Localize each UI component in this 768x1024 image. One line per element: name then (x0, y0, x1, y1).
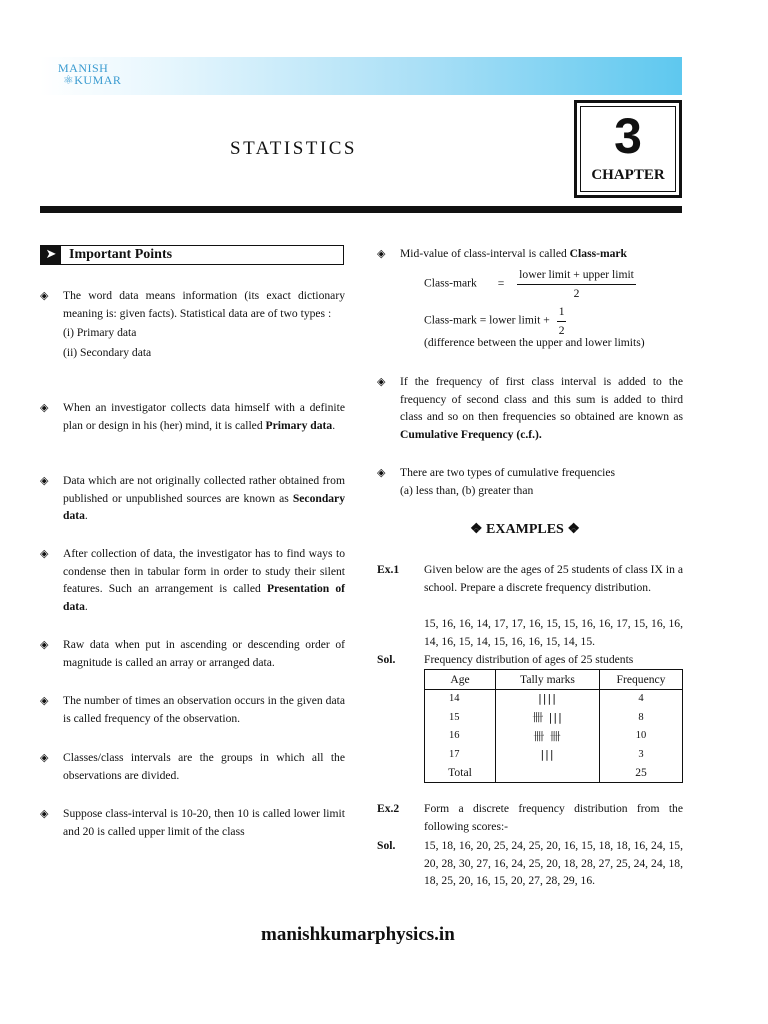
term-cumulative-frequency: Cumulative Frequency (c.f.). (400, 427, 542, 441)
point-text: (a) less than, (b) greater than (400, 483, 534, 497)
example-1-data: 15, 16, 16, 14, 17, 17, 16, 15, 15, 16, 16, 17, 15, 16, 16, 14, 16, 15, 14, 15, 16, 16, 15, 14, 15. (424, 617, 683, 648)
point-text: There are two types of cumulative frequencies (400, 466, 616, 479)
table-header: Frequency (600, 670, 683, 690)
table-cell-frequency: 8 (600, 708, 683, 727)
example-2-label: Ex.2 (377, 802, 400, 815)
fraction-numerator: lower limit + upper limit (517, 266, 636, 285)
point-text-end: . (84, 599, 88, 613)
solution-1-label: Sol. (377, 653, 396, 666)
point-data-types (63, 287, 345, 361)
point-array: Raw data when put in ascending or descending order of magnitude is called an array or arranged data. (63, 638, 345, 669)
diamond-bullet-icon: ◈ (40, 401, 49, 414)
table-total-label: Total (425, 764, 496, 783)
sub-item: (ii) Secondary data (63, 345, 152, 359)
point-text: After collection of data, the investigator has to find ways to condense then in tabular form in order to study their silent features. Such an arrangement is called (63, 547, 345, 595)
chapter-title: STATISTICS (230, 138, 357, 159)
table-cell-tally: 卌 卌 (496, 727, 600, 746)
term-primary-data: Primary data (265, 418, 333, 432)
diamond-bullet-icon: ◈ (40, 751, 49, 764)
table-cell-empty (496, 764, 600, 783)
sub-item: (i) Primary data (63, 326, 137, 339)
header-banner (40, 57, 682, 95)
brand-logo (58, 62, 121, 86)
diamond-bullet-icon: ◈ (40, 807, 49, 820)
table-row (425, 689, 683, 708)
diamond-bullet-icon: ◈ (377, 466, 386, 479)
table-row (425, 745, 683, 764)
formula-lhs: Class-mark (424, 276, 477, 290)
point-text-end: . (84, 509, 88, 522)
term-secondary-data: Secondary data (63, 491, 345, 522)
diamond-bullet-icon: ◈ (40, 474, 49, 487)
point-frequency: The number of times an observation occurs in the given data is called frequency of the observation. (63, 694, 345, 725)
point-limits: Suppose class-interval is 10-20, then 10 is called lower limit and 20 is called upper limit of the class (63, 807, 345, 838)
table-row (425, 708, 683, 727)
fraction-numerator: 1 (557, 303, 567, 322)
example-1-label: Ex.1 (377, 563, 400, 576)
table-cell-frequency: 4 (600, 689, 683, 708)
chapter-number: 3 (614, 108, 642, 164)
term-presentation-of-data: Presentation of data (63, 582, 346, 613)
table-cell-tally: 卌 ||| (496, 708, 600, 727)
point-text: The word data means information (its exact dictionary meaning is: given facts). Statistical data are of two types : (63, 289, 345, 320)
diamond-bullet-icon: ◈ (40, 638, 49, 651)
point-text: Data which are not originally collected rather obtained from published or unpublished sources are known as (63, 474, 345, 505)
fraction-denominator: 2 (558, 323, 565, 337)
chapter-label: CHAPTER (591, 167, 665, 183)
point-classmark (400, 245, 683, 263)
table-cell-age: 17 (425, 745, 496, 764)
diamond-bullet-icon: ◈ (377, 375, 386, 388)
section-header (40, 245, 344, 265)
point-text-end: . (332, 418, 336, 432)
formula-classmark-1 (424, 266, 684, 302)
term-class-mark: Class-mark (569, 247, 627, 260)
table-header: Age (425, 670, 496, 690)
point-classes: Classes/class intervals are the groups in which all the observations are divided. (63, 751, 345, 782)
header-rule (40, 206, 682, 213)
formula-note: (difference between the upper and lower limits) (424, 336, 645, 349)
solution-2-scores: 15, 18, 16, 20, 25, 24, 25, 20, 16, 15, 18, 18, 16, 24, 15, 20, 28, 30, 27, 16, 24, 25, 20, 18, 28, 27, 25, 24, 24, 18, 18, 25, 20, 16, 15, 20, 27, 28, 29, 16. (424, 839, 683, 887)
arrow-right-icon: ➤ (41, 246, 61, 264)
formula-fraction (517, 266, 636, 302)
fraction-denominator: 2 (573, 286, 580, 300)
diamond-bullet-icon: ◈ (377, 247, 386, 260)
point-text: Mid-value of class-interval is called (400, 247, 570, 260)
example-2-question: Form a discrete frequency distribution from the following scores:- (424, 802, 683, 833)
point-primary-data (63, 399, 345, 434)
footer-url: manishkumarphysics.in (261, 924, 455, 945)
table-cell-tally: ||| (496, 745, 600, 764)
example-1-question: Given below are the ages of 25 students of class IX in a school. Prepare a discrete frequency distribution. (424, 563, 683, 594)
solution-2-label: Sol. (377, 839, 396, 852)
point-presentation (63, 545, 345, 615)
logo-line-2 (58, 74, 121, 86)
table-header-row (425, 670, 683, 690)
table-cell-age: 14 (425, 689, 496, 708)
table-row (425, 727, 683, 746)
logo-line-1: MANISH (58, 61, 109, 75)
point-cf-types (400, 464, 683, 499)
section-label: Important Points (69, 247, 173, 262)
table-cell-frequency: 3 (600, 745, 683, 764)
examples-heading: ❖ EXAMPLES ❖ (470, 522, 580, 537)
solution-1-text: Frequency distribution of ages of 25 students (424, 653, 634, 666)
diamond-bullet-icon: ◈ (40, 547, 49, 560)
point-text: When an investigator collects data himself with a definite plan or design in his (her) mind, it is called (63, 401, 345, 432)
table-total-row (425, 764, 683, 783)
chapter-box (574, 100, 682, 198)
table-total-value: 25 (600, 764, 683, 783)
point-secondary-data (63, 472, 345, 525)
table-cell-age: 15 (425, 708, 496, 727)
frequency-table (424, 669, 683, 783)
point-cumulative-frequency (400, 373, 683, 443)
point-text: If the frequency of first class interval is added to the frequency of second class and this sum is added to third class and so on then frequencies so obtained are known as (400, 375, 683, 423)
atom-icon: ⚛ (63, 73, 75, 87)
table-header: Tally marks (496, 670, 600, 690)
table-cell-frequency: 10 (600, 727, 683, 746)
logo-line-2-text: KUMAR (74, 73, 122, 87)
formula-equals: = (497, 276, 505, 290)
diamond-bullet-icon: ◈ (40, 694, 49, 707)
diamond-bullet-icon: ◈ (40, 289, 49, 302)
table-cell-tally: |||| (496, 689, 600, 708)
table-cell-age: 16 (425, 727, 496, 746)
formula-lhs: Class-mark = lower limit + (424, 313, 550, 327)
